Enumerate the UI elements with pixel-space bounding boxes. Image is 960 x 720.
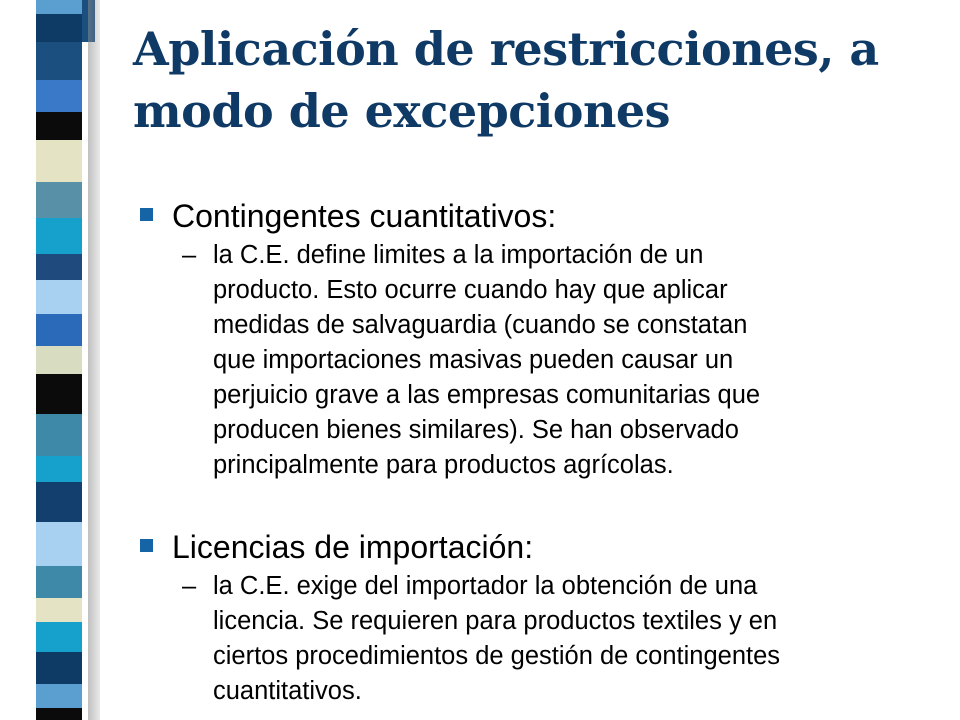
stripe-block bbox=[36, 42, 82, 80]
dash-marker: – bbox=[182, 572, 197, 600]
stripe-block bbox=[36, 414, 82, 456]
sub-item-line: licencia. Se requieren para productos textiles y en bbox=[213, 607, 778, 635]
sub-item-line: que importaciones masivas pueden causar un bbox=[213, 346, 734, 374]
stripe-margin bbox=[0, 0, 36, 720]
square-bullet-icon bbox=[140, 539, 153, 552]
stripe-shadow bbox=[88, 0, 100, 720]
sub-item-line: producen bienes similares). Se han observado bbox=[213, 416, 739, 444]
slide-body bbox=[140, 196, 930, 709]
sub-item-licencias bbox=[140, 569, 930, 709]
square-bullet-icon bbox=[140, 208, 153, 221]
sub-item-line: ciertos procedimientos de gestión de contingentes bbox=[213, 642, 781, 670]
slide-title-line: Aplicación de restricciones, a bbox=[133, 22, 879, 76]
stripe-block bbox=[36, 374, 82, 414]
sub-item-contingentes bbox=[140, 238, 930, 483]
bullet-item-licencias bbox=[140, 527, 930, 567]
stripe-block bbox=[36, 314, 82, 346]
stripe-block bbox=[36, 566, 82, 598]
sub-item-line: medidas de salvaguardia (cuando se constatan bbox=[213, 311, 748, 339]
stripe-block bbox=[36, 218, 82, 254]
slide-title bbox=[133, 18, 933, 142]
stripe-block bbox=[36, 522, 82, 566]
sub-item-line: la C.E. define limites a la importación de un bbox=[213, 241, 704, 269]
stripe-block bbox=[36, 622, 82, 652]
stripe-block bbox=[36, 80, 82, 112]
sub-item-line: producto. Esto ocurre cuando hay que aplicar bbox=[213, 276, 728, 304]
stripe-block bbox=[36, 254, 82, 280]
stripe-block bbox=[36, 112, 82, 140]
slide-title-line: modo de excepciones bbox=[133, 84, 671, 138]
stripe-block bbox=[36, 14, 82, 42]
decorative-stripe bbox=[0, 0, 100, 720]
stripe-block bbox=[36, 280, 82, 314]
sub-item-line: la C.E. exige del importador la obtención de una bbox=[213, 572, 758, 600]
sub-item-line: cuantitativos. bbox=[213, 677, 362, 705]
stripe-block bbox=[36, 182, 82, 218]
bullet-item-contingentes bbox=[140, 196, 930, 236]
stripe-block bbox=[36, 652, 82, 684]
stripe-block bbox=[36, 708, 82, 720]
sub-item-line: perjuicio grave a las empresas comunitarias que bbox=[213, 381, 761, 409]
stripe-block bbox=[36, 140, 82, 182]
stripe-block bbox=[36, 346, 82, 374]
stripe-block bbox=[36, 482, 82, 522]
stripe-block bbox=[36, 598, 82, 622]
sub-item-line: principalmente para productos agrícolas. bbox=[213, 451, 674, 479]
stripe-block bbox=[36, 456, 82, 482]
bullet-label: Contingentes cuantitativos: bbox=[172, 198, 557, 234]
stripe-block bbox=[36, 0, 82, 14]
spacer bbox=[140, 483, 930, 527]
dash-marker: – bbox=[182, 241, 197, 269]
stripe-block bbox=[36, 684, 82, 708]
bullet-label: Licencias de importación: bbox=[172, 529, 534, 565]
